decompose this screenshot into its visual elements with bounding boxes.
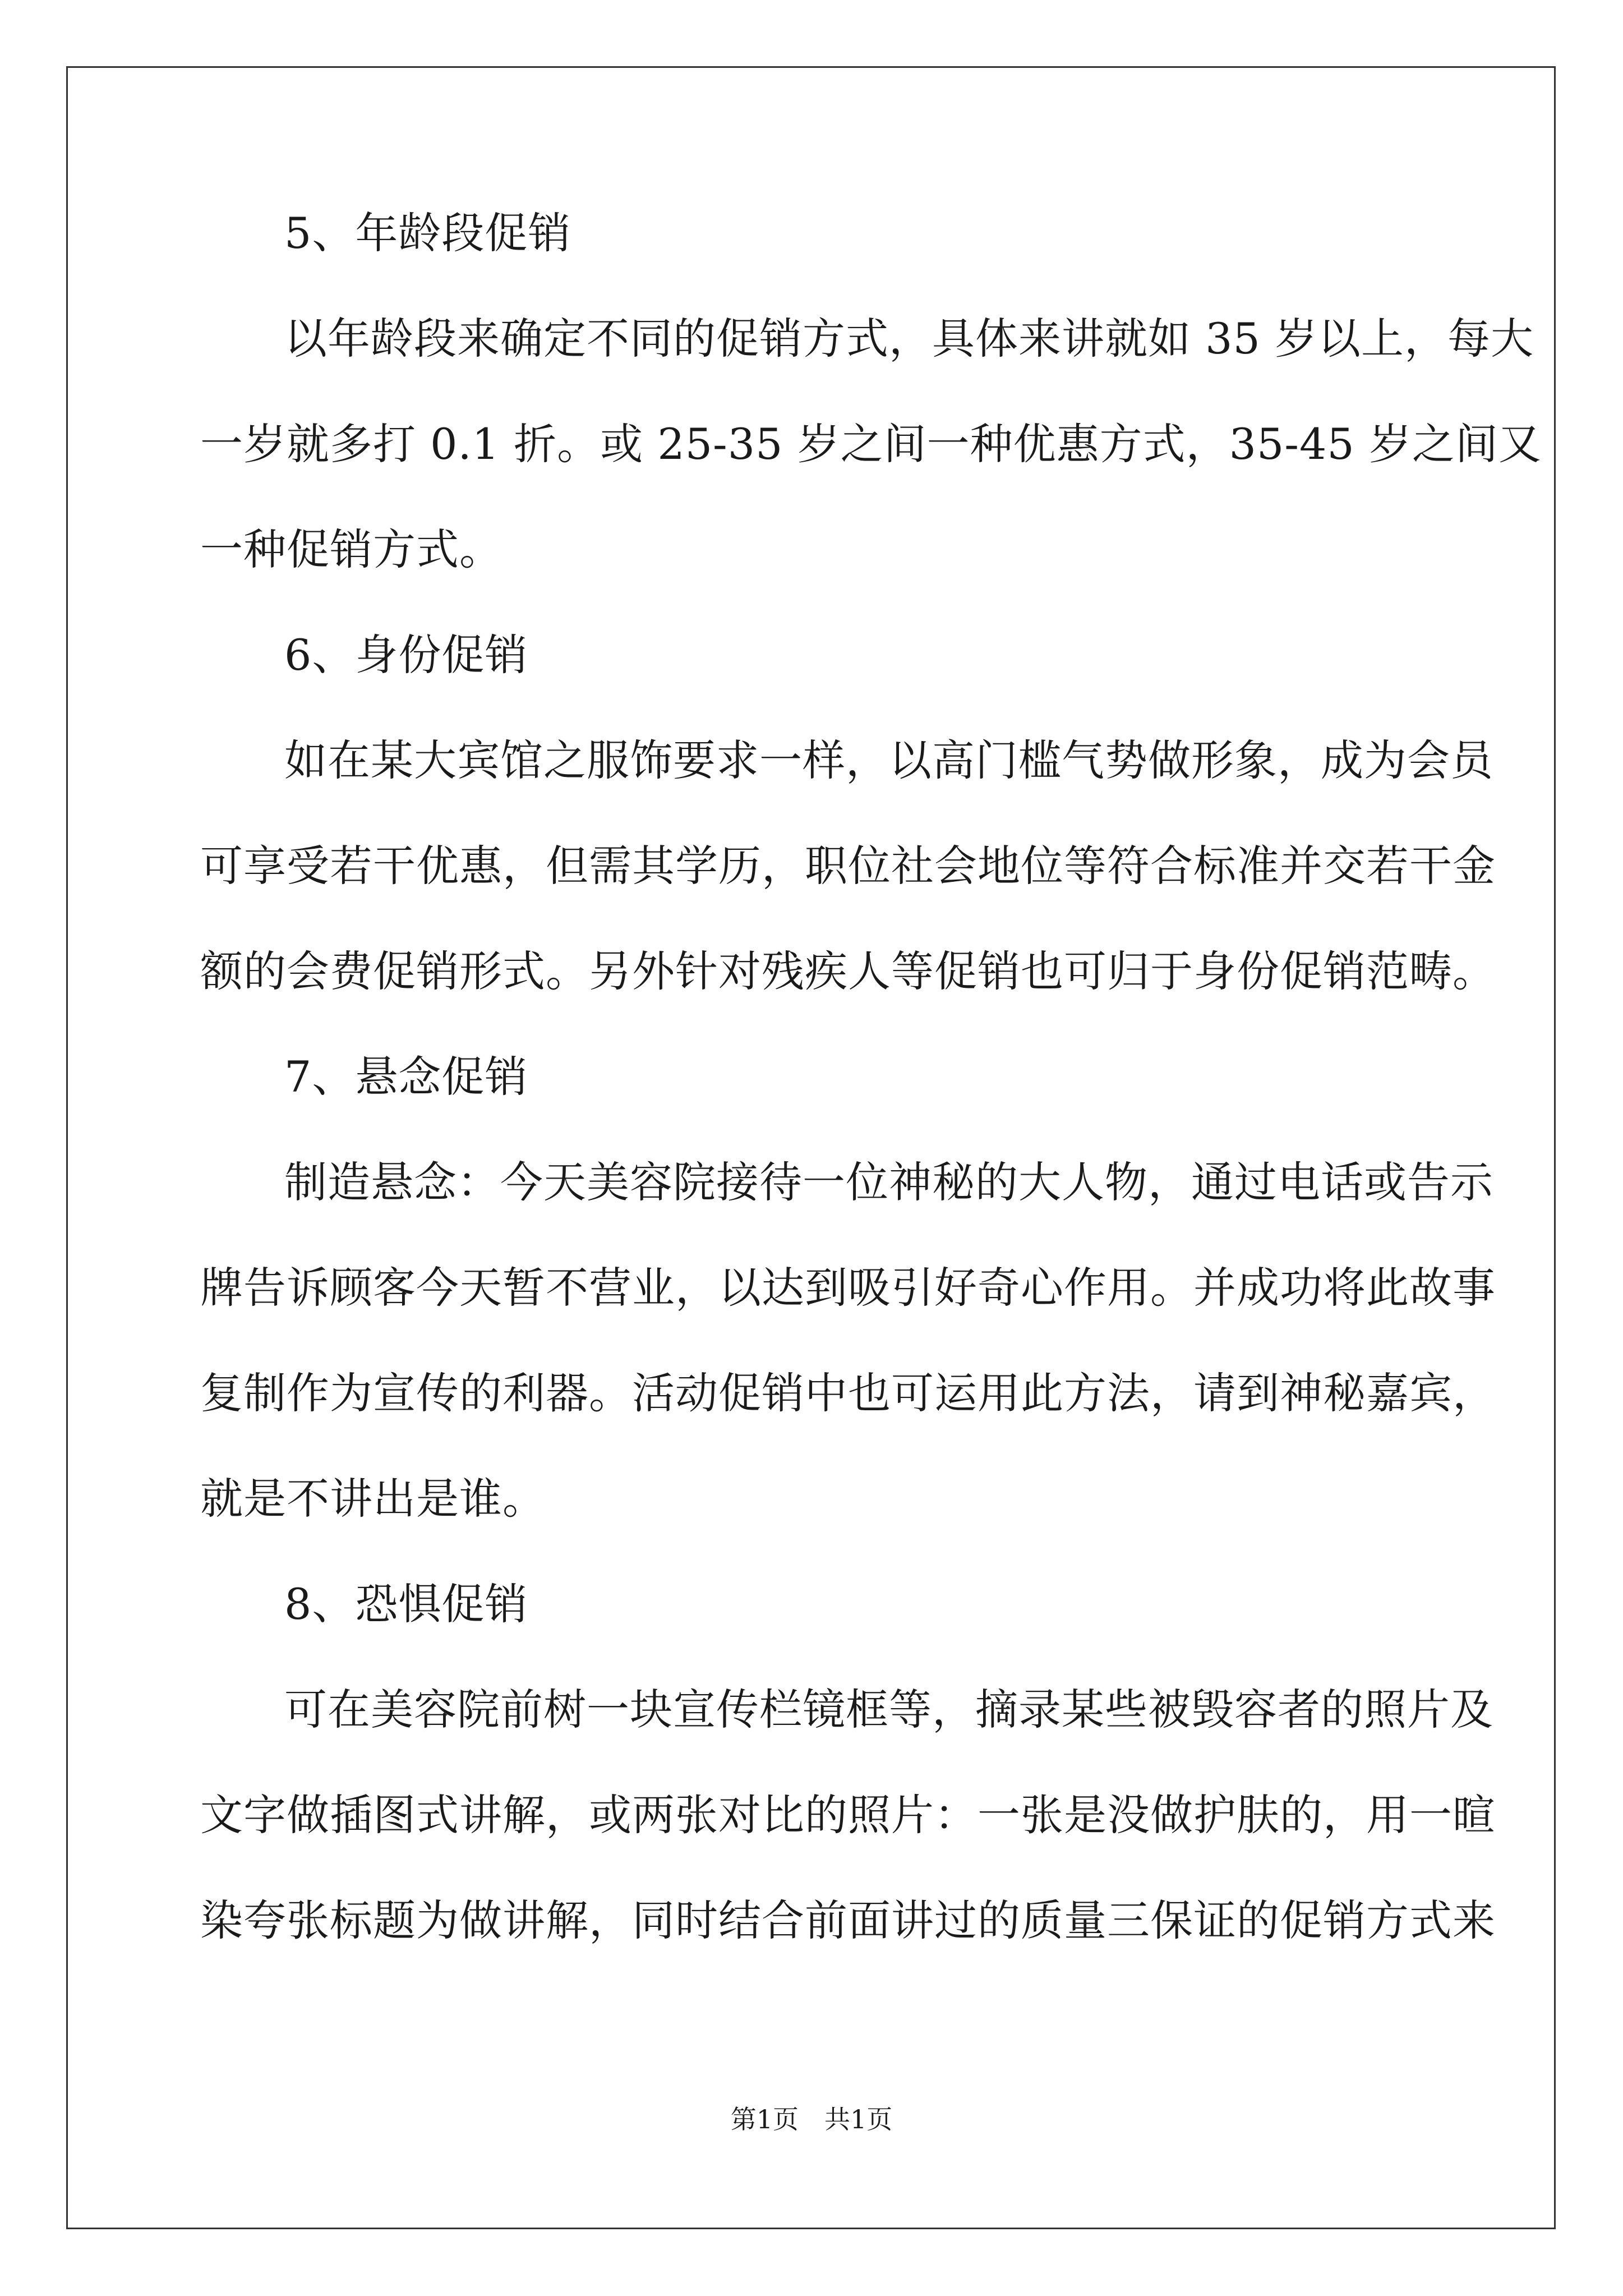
paragraph-line: 一岁就多打 0.1 折。或 25-35 岁之间一种优惠方式，35-45 岁之间又	[200, 419, 1542, 469]
paragraph-line: 额的会费促销形式。另外针对残疾人等促销也可归于身份促销范畴。	[200, 946, 1496, 996]
paragraph-line: 就是不讲出是谁。	[200, 1474, 546, 1524]
page-number-footer: 第1页 共1页	[730, 2104, 893, 2134]
paragraph-line: 可在美容院前树一块宣传栏镜框等，摘录某些被毁容者的照片及	[284, 1685, 1493, 1734]
section-heading-6: 6、身份促销	[284, 630, 528, 680]
document-body	[200, 208, 1542, 1947]
paragraph-line: 一种促销方式。	[200, 524, 502, 574]
paragraph-line: 复制作为宣传的利器。活动促销中也可运用此方法，请到神秘嘉宾，	[200, 1368, 1496, 1418]
section-heading-8: 8、恐惧促销	[284, 1579, 528, 1629]
section-heading-5: 5、年龄段促销	[284, 208, 571, 258]
section-heading-7: 7、悬念促销	[284, 1052, 528, 1102]
paragraph-line: 牌告诉顾客今天暂不营业，以达到吸引好奇心作用。并成功将此故事	[200, 1263, 1496, 1313]
paragraph-line: 以年龄段来确定不同的促销方式，具体来讲就如 35 岁以上，每大	[284, 314, 1534, 364]
paragraph-line: 可享受若干优惠，但需其学历，职位社会地位等符合标准并交若干金	[200, 841, 1496, 891]
paragraph-line: 染夸张标题为做讲解，同时结合前面讲过的质量三保证的促销方式来	[200, 1895, 1496, 1945]
paragraph-line: 文字做插图式讲解，或两张对比的照片：一张是没做护肤的，用一暄	[200, 1790, 1496, 1840]
paragraph-line: 制造悬念：今天美容院接待一位神秘的大人物，通过电话或告示	[284, 1157, 1493, 1207]
paragraph-line: 如在某大宾馆之服饰要求一样，以高门槛气势做形象，成为会员	[284, 735, 1493, 785]
